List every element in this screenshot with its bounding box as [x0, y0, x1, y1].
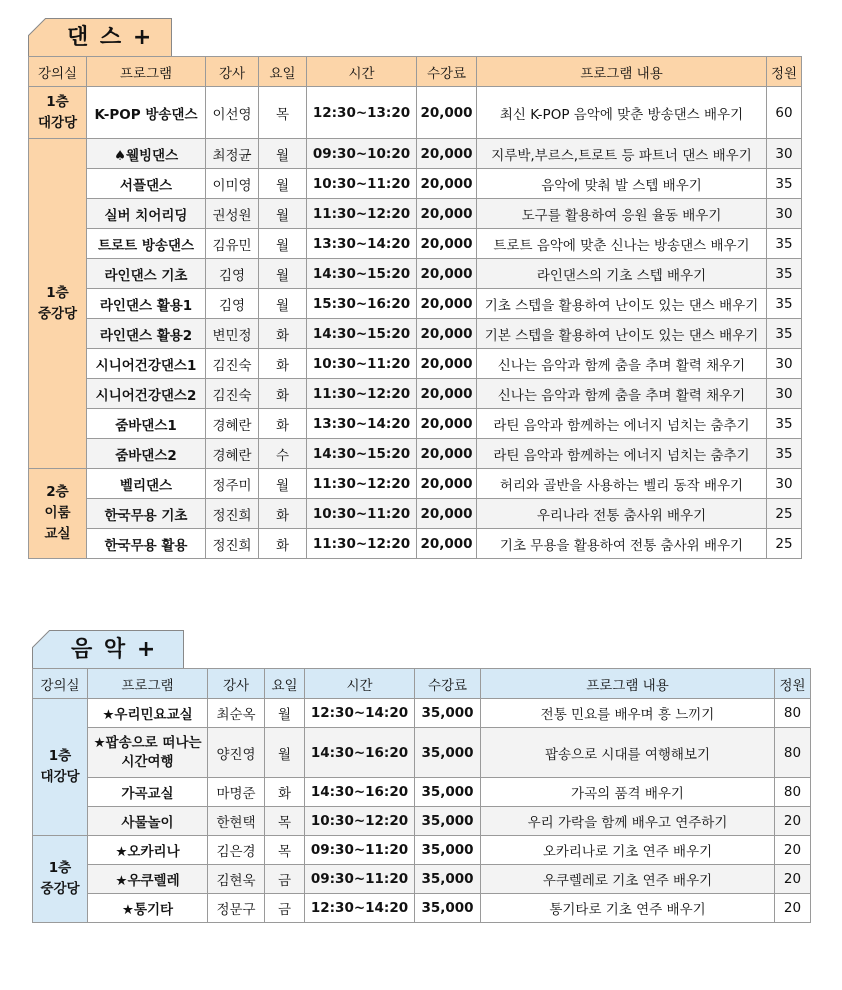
header-day: 요일 — [265, 669, 305, 699]
header-room: 강의실 — [33, 669, 88, 699]
teacher-cell: 이미영 — [206, 169, 259, 199]
teacher-cell: 김은경 — [208, 836, 265, 865]
header-capacity: 정원 — [775, 669, 811, 699]
content-cell: 통기타로 기초 연주 배우기 — [481, 894, 775, 923]
table-row — [33, 894, 811, 923]
fee-cell: 35,000 — [415, 894, 481, 923]
capacity-cell: 35 — [767, 289, 802, 319]
day-cell: 월 — [265, 728, 305, 778]
header-teacher: 강사 — [206, 57, 259, 87]
table-row — [33, 699, 811, 728]
day-cell: 목 — [265, 807, 305, 836]
content-cell: 오카리나로 기초 연주 배우기 — [481, 836, 775, 865]
day-cell: 수 — [259, 439, 307, 469]
fee-cell: 20,000 — [417, 169, 477, 199]
capacity-cell: 80 — [775, 778, 811, 807]
capacity-cell: 20 — [775, 807, 811, 836]
fee-cell: 20,000 — [417, 87, 477, 139]
header-content: 프로그램 내용 — [481, 669, 775, 699]
teacher-cell: 김진숙 — [206, 349, 259, 379]
header-day: 요일 — [259, 57, 307, 87]
table-row — [29, 439, 802, 469]
program-cell: ★통기타 — [88, 894, 208, 923]
teacher-cell: 정문구 — [208, 894, 265, 923]
day-cell: 화 — [259, 499, 307, 529]
content-cell: 기본 스텝을 활용하여 난이도 있는 댄스 배우기 — [477, 319, 767, 349]
music-header-row — [33, 669, 811, 699]
table-row — [29, 139, 802, 169]
content-cell: 팝송으로 시대를 여행해보기 — [481, 728, 775, 778]
time-cell: 14:30~15:20 — [307, 439, 417, 469]
fee-cell: 20,000 — [417, 319, 477, 349]
music-tab-corner — [32, 630, 52, 650]
time-cell: 14:30~15:20 — [307, 259, 417, 289]
teacher-cell: 권성원 — [206, 199, 259, 229]
table-row — [29, 87, 802, 139]
teacher-cell: 김유민 — [206, 229, 259, 259]
day-cell: 화 — [259, 529, 307, 559]
content-cell: 허리와 골반을 사용하는 벨리 동작 배우기 — [477, 469, 767, 499]
teacher-cell: 정주미 — [206, 469, 259, 499]
day-cell: 목 — [259, 87, 307, 139]
content-cell: 음악에 맞춰 발 스텝 배우기 — [477, 169, 767, 199]
time-cell: 10:30~12:20 — [305, 807, 415, 836]
dance-section-tab — [28, 18, 172, 56]
time-cell: 15:30~16:20 — [307, 289, 417, 319]
table-row — [33, 778, 811, 807]
program-cell: 벨리댄스 — [87, 469, 206, 499]
header-time: 시간 — [305, 669, 415, 699]
content-cell: 라틴 음악과 함께하는 에너지 넘치는 춤추기 — [477, 439, 767, 469]
content-cell: 라인댄스의 기초 스텝 배우기 — [477, 259, 767, 289]
teacher-cell: 마명준 — [208, 778, 265, 807]
music-section-title: 음 악 + — [71, 637, 158, 662]
program-cell: 줌바댄스2 — [87, 439, 206, 469]
day-cell: 월 — [259, 259, 307, 289]
program-cell: 사물놀이 — [88, 807, 208, 836]
teacher-cell: 최정균 — [206, 139, 259, 169]
fee-cell: 20,000 — [417, 499, 477, 529]
time-cell: 12:30~13:20 — [307, 87, 417, 139]
capacity-cell: 20 — [775, 865, 811, 894]
capacity-cell: 30 — [767, 139, 802, 169]
day-cell: 월 — [259, 139, 307, 169]
header-fee: 수강료 — [415, 669, 481, 699]
capacity-cell: 35 — [767, 259, 802, 289]
fee-cell: 35,000 — [415, 807, 481, 836]
program-cell: 가곡교실 — [88, 778, 208, 807]
teacher-cell: 정진희 — [206, 529, 259, 559]
program-cell: 서플댄스 — [87, 169, 206, 199]
capacity-cell: 30 — [767, 469, 802, 499]
teacher-cell: 양진영 — [208, 728, 265, 778]
program-cell: 트로트 방송댄스 — [87, 229, 206, 259]
fee-cell: 20,000 — [417, 259, 477, 289]
day-cell: 월 — [259, 199, 307, 229]
table-row — [33, 836, 811, 865]
teacher-cell: 경혜란 — [206, 409, 259, 439]
table-row — [29, 259, 802, 289]
teacher-cell: 김영 — [206, 259, 259, 289]
fee-cell: 20,000 — [417, 529, 477, 559]
time-cell: 11:30~12:20 — [307, 469, 417, 499]
time-cell: 13:30~14:20 — [307, 409, 417, 439]
table-row — [29, 469, 802, 499]
day-cell: 화 — [259, 319, 307, 349]
teacher-cell: 김현욱 — [208, 865, 265, 894]
program-cell: 라인댄스 활용1 — [87, 289, 206, 319]
room-cell: 1층 중강당 — [29, 139, 87, 469]
day-cell: 화 — [265, 778, 305, 807]
fee-cell: 20,000 — [417, 289, 477, 319]
table-row — [33, 728, 811, 778]
content-cell: 우쿠렐레로 기초 연주 배우기 — [481, 865, 775, 894]
header-program: 프로그램 — [88, 669, 208, 699]
content-cell: 최신 K-POP 음악에 맞춘 방송댄스 배우기 — [477, 87, 767, 139]
teacher-cell: 김영 — [206, 289, 259, 319]
program-cell: K-POP 방송댄스 — [87, 87, 206, 139]
room-cell: 1층 중강당 — [33, 836, 88, 923]
content-cell: 기초 스텝을 활용하여 난이도 있는 댄스 배우기 — [477, 289, 767, 319]
fee-cell: 20,000 — [417, 229, 477, 259]
content-cell: 우리나라 전통 춤사위 배우기 — [477, 499, 767, 529]
time-cell: 11:30~12:20 — [307, 379, 417, 409]
day-cell: 월 — [259, 229, 307, 259]
content-cell: 신나는 음악과 함께 춤을 추며 활력 채우기 — [477, 349, 767, 379]
fee-cell: 35,000 — [415, 699, 481, 728]
day-cell: 금 — [265, 894, 305, 923]
capacity-cell: 35 — [767, 229, 802, 259]
time-cell: 10:30~11:20 — [307, 169, 417, 199]
program-cell: ★우쿠렐레 — [88, 865, 208, 894]
content-cell: 우리 가락을 함께 배우고 연주하기 — [481, 807, 775, 836]
content-cell: 지루박,부르스,트로트 등 파트너 댄스 배우기 — [477, 139, 767, 169]
table-row — [29, 319, 802, 349]
header-fee: 수강료 — [417, 57, 477, 87]
capacity-cell: 35 — [767, 319, 802, 349]
capacity-cell: 35 — [767, 169, 802, 199]
teacher-cell: 이선영 — [206, 87, 259, 139]
time-cell: 11:30~12:20 — [307, 529, 417, 559]
content-cell: 전통 민요를 배우며 흥 느끼기 — [481, 699, 775, 728]
table-row — [29, 379, 802, 409]
capacity-cell: 20 — [775, 836, 811, 865]
time-cell: 12:30~14:20 — [305, 894, 415, 923]
time-cell: 14:30~16:20 — [305, 778, 415, 807]
time-cell: 10:30~11:20 — [307, 349, 417, 379]
program-cell: 실버 치어리딩 — [87, 199, 206, 229]
dance-schedule-table — [28, 56, 802, 559]
table-row — [29, 529, 802, 559]
capacity-cell: 30 — [767, 199, 802, 229]
time-cell: 10:30~11:20 — [307, 499, 417, 529]
content-cell: 트로트 음악에 맞춘 신나는 방송댄스 배우기 — [477, 229, 767, 259]
room-cell: 2층 이룸 교실 — [29, 469, 87, 559]
dance-tab-corner — [28, 18, 48, 38]
program-cell: 한국무용 활용 — [87, 529, 206, 559]
time-cell: 11:30~12:20 — [307, 199, 417, 229]
header-time: 시간 — [307, 57, 417, 87]
table-row — [29, 409, 802, 439]
capacity-cell: 35 — [767, 409, 802, 439]
room-cell: 1층 대강당 — [33, 699, 88, 836]
fee-cell: 20,000 — [417, 139, 477, 169]
fee-cell: 35,000 — [415, 728, 481, 778]
day-cell: 화 — [259, 409, 307, 439]
capacity-cell: 80 — [775, 728, 811, 778]
fee-cell: 20,000 — [417, 409, 477, 439]
table-row — [33, 807, 811, 836]
time-cell: 14:30~16:20 — [305, 728, 415, 778]
content-cell: 기초 무용을 활용하여 전통 춤사위 배우기 — [477, 529, 767, 559]
capacity-cell: 20 — [775, 894, 811, 923]
capacity-cell: 25 — [767, 499, 802, 529]
teacher-cell: 경혜란 — [206, 439, 259, 469]
time-cell: 09:30~11:20 — [305, 836, 415, 865]
day-cell: 화 — [259, 379, 307, 409]
dance-section-title: 댄 스 + — [67, 25, 154, 50]
content-cell: 가곡의 품격 배우기 — [481, 778, 775, 807]
fee-cell: 20,000 — [417, 199, 477, 229]
program-cell: ★오카리나 — [88, 836, 208, 865]
music-section-tab — [32, 630, 184, 668]
content-cell: 신나는 음악과 함께 춤을 추며 활력 채우기 — [477, 379, 767, 409]
program-cell: ★우리민요교실 — [88, 699, 208, 728]
header-room: 강의실 — [29, 57, 87, 87]
dance-header-row — [29, 57, 802, 87]
time-cell: 12:30~14:20 — [305, 699, 415, 728]
music-schedule-table — [32, 668, 811, 923]
day-cell: 월 — [265, 699, 305, 728]
header-content: 프로그램 내용 — [477, 57, 767, 87]
program-cell: 시니어건강댄스2 — [87, 379, 206, 409]
time-cell: 09:30~10:20 — [307, 139, 417, 169]
day-cell: 월 — [259, 289, 307, 319]
day-cell: 금 — [265, 865, 305, 894]
room-cell: 1층 대강당 — [29, 87, 87, 139]
capacity-cell: 25 — [767, 529, 802, 559]
program-cell: 시니어건강댄스1 — [87, 349, 206, 379]
teacher-cell: 한현택 — [208, 807, 265, 836]
capacity-cell: 30 — [767, 379, 802, 409]
time-cell: 09:30~11:20 — [305, 865, 415, 894]
capacity-cell: 80 — [775, 699, 811, 728]
header-teacher: 강사 — [208, 669, 265, 699]
fee-cell: 20,000 — [417, 349, 477, 379]
program-cell: ♠웰빙댄스 — [87, 139, 206, 169]
teacher-cell: 정진희 — [206, 499, 259, 529]
day-cell: 월 — [259, 469, 307, 499]
fee-cell: 35,000 — [415, 778, 481, 807]
fee-cell: 20,000 — [417, 469, 477, 499]
capacity-cell: 30 — [767, 349, 802, 379]
fee-cell: 35,000 — [415, 836, 481, 865]
day-cell: 화 — [259, 349, 307, 379]
table-row — [29, 499, 802, 529]
header-capacity: 정원 — [767, 57, 802, 87]
program-cell: 한국무용 기초 — [87, 499, 206, 529]
table-row — [29, 199, 802, 229]
day-cell: 목 — [265, 836, 305, 865]
capacity-cell: 60 — [767, 87, 802, 139]
table-row — [29, 289, 802, 319]
teacher-cell: 김진숙 — [206, 379, 259, 409]
teacher-cell: 최순옥 — [208, 699, 265, 728]
table-row — [29, 349, 802, 379]
header-program: 프로그램 — [87, 57, 206, 87]
program-cell: 라인댄스 기초 — [87, 259, 206, 289]
program-cell: 줌바댄스1 — [87, 409, 206, 439]
teacher-cell: 변민정 — [206, 319, 259, 349]
day-cell: 월 — [259, 169, 307, 199]
content-cell: 도구를 활용하여 응원 율동 배우기 — [477, 199, 767, 229]
fee-cell: 20,000 — [417, 439, 477, 469]
time-cell: 13:30~14:20 — [307, 229, 417, 259]
fee-cell: 35,000 — [415, 865, 481, 894]
table-row — [33, 865, 811, 894]
content-cell: 라틴 음악과 함께하는 에너지 넘치는 춤추기 — [477, 409, 767, 439]
table-row — [29, 169, 802, 199]
fee-cell: 20,000 — [417, 379, 477, 409]
program-cell: 라인댄스 활용2 — [87, 319, 206, 349]
table-row — [29, 229, 802, 259]
capacity-cell: 35 — [767, 439, 802, 469]
program-cell: ★팝송으로 떠나는 시간여행 — [88, 728, 208, 778]
time-cell: 14:30~15:20 — [307, 319, 417, 349]
